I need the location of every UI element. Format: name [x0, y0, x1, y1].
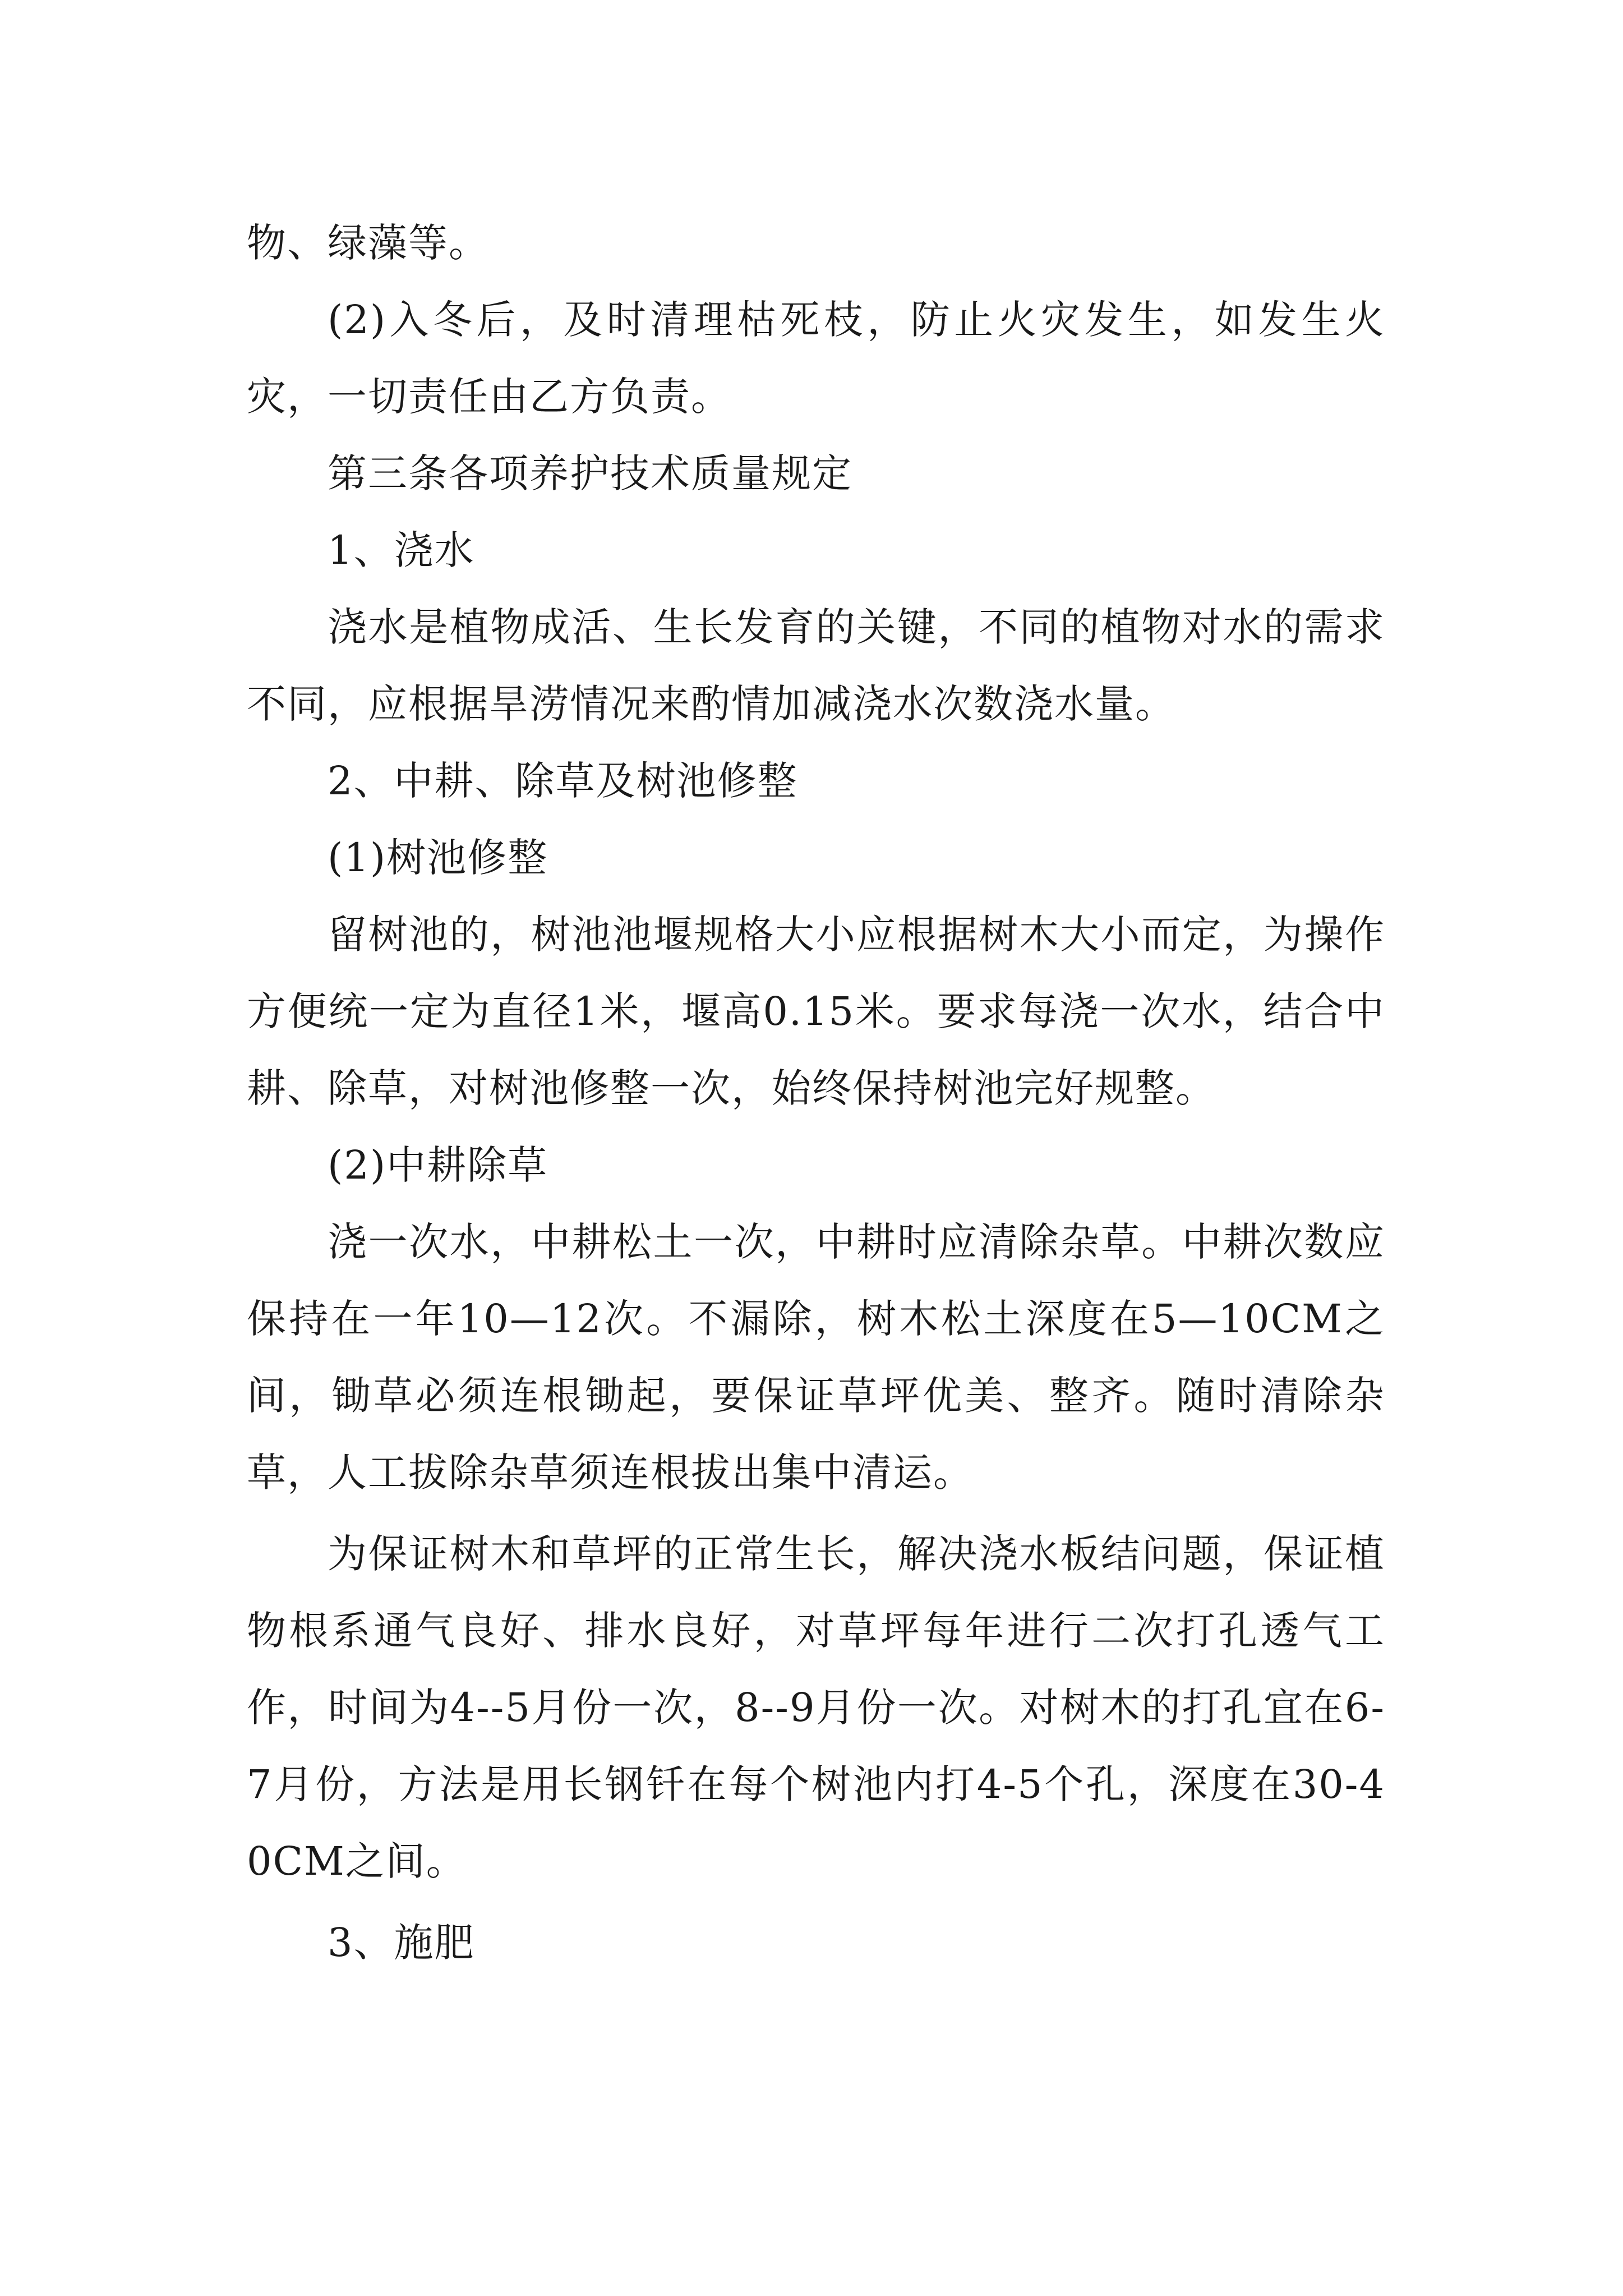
subheading-tree-pit: (1)树池修整	[328, 835, 548, 881]
subheading-weeding: (2)中耕除草	[328, 1142, 548, 1188]
subheading-watering: 1、浇水	[328, 527, 475, 573]
subheading-cultivation: 2、中耕、除草及树池修整	[328, 758, 798, 804]
paragraph-watering: 浇水是植物成活、生长发育的关键，不同的植物对水的需求不同，应根据旱涝情况来酌情加减浇水次数浇水量。	[247, 604, 1385, 727]
document-body	[247, 205, 1385, 1981]
paragraph-tree-pit: 留树池的，树池池堰规格大小应根据树木大小而定，为操作方便统一定为直径1米，堰高0.15米。要求每浇一次水，结合中耕、除草，对树池修整一次，始终保持树池完好规整。	[247, 912, 1385, 1111]
paragraph-aeration: 为保证树木和草坪的正常生长，解决浇水板结问题，保证植物根系通气良好、排水良好，对草坪每年进行二次打孔透气工作，时间为4--5月份一次，8--9月份一次。对树木的打孔宜在6-7月份，方法是用长钢钎在每个树池内打4-5个孔，深度在30-40CM之间。	[247, 1531, 1385, 1884]
paragraph-winter-cleanup: (2)入冬后，及时清理枯死枝，防止火灾发生，如发生火灾，一切责任由乙方负责。	[247, 297, 1385, 420]
paragraph-continuation: 物、绿藻等。	[247, 220, 489, 266]
section-heading-article-3: 第三条各项养护技术质量规定	[328, 450, 852, 496]
subheading-fertilizing: 3、施肥	[328, 1920, 475, 1966]
paragraph-weeding: 浇一次水，中耕松土一次，中耕时应清除杂草。中耕次数应保持在一年10—12次。不漏除，树木松土深度在5—10CM之间，锄草必须连根锄起，要保证草坪优美、整齐。随时清除杂草，人工拔除杂草须连根拔出集中清运。	[247, 1219, 1385, 1496]
